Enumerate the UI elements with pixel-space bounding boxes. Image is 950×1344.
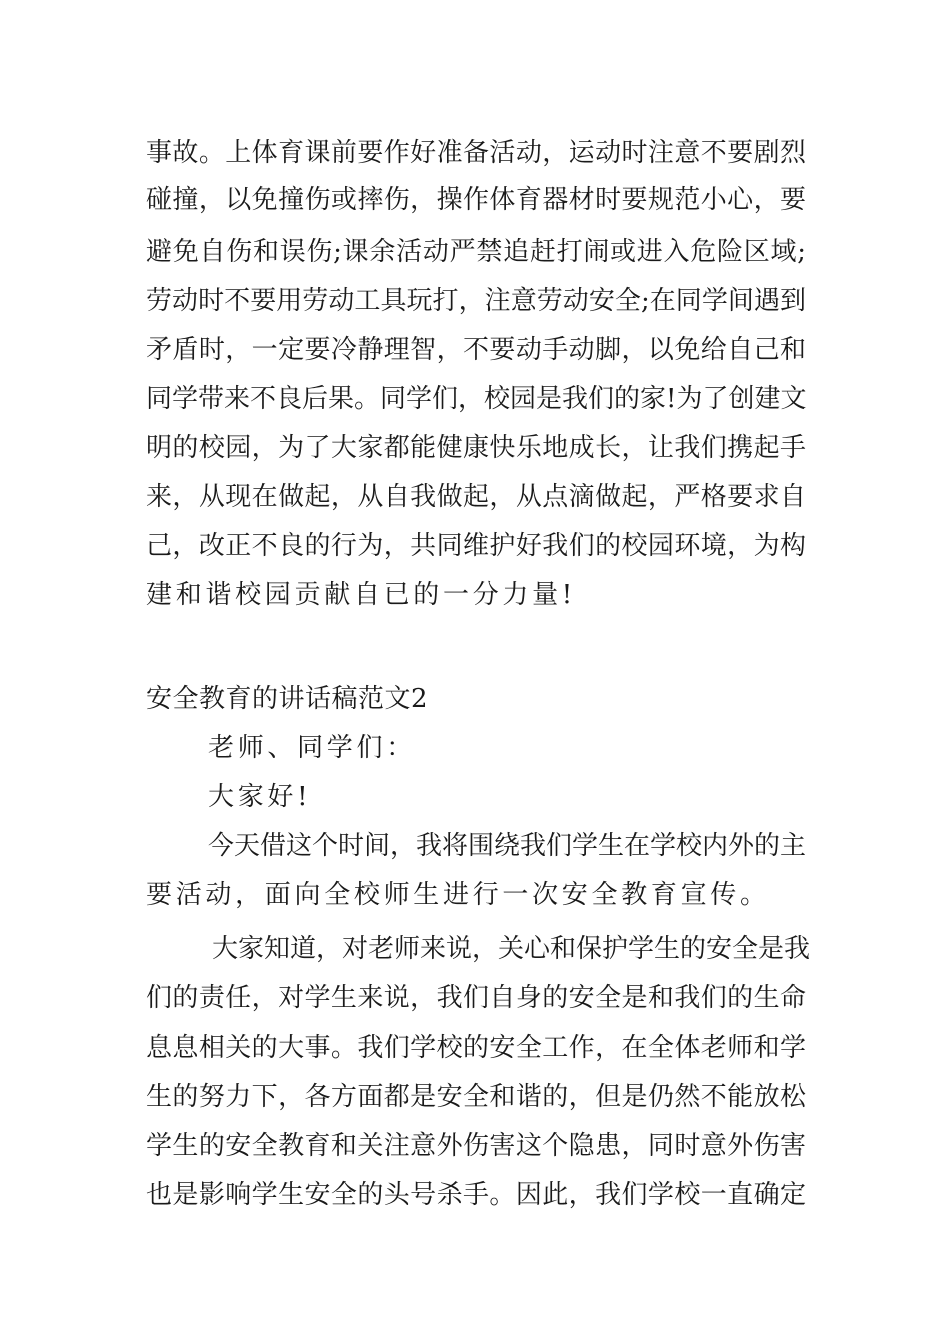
paragraph-line: 学生的安全教育和关注意外伤害这个隐患，同时意外伤害 [146, 1131, 806, 1161]
paragraph-line: 己，改正不良的行为，共同维护好我们的校园环境，为构 [146, 531, 806, 561]
greeting: 大家好! [208, 782, 312, 812]
paragraph-line: 息息相关的大事。我们学校的安全工作，在全体老师和学 [146, 1033, 806, 1063]
paragraph-line: 也是影响学生安全的头号杀手。因此，我们学校一直确定 [146, 1180, 806, 1210]
section-title: 安全教育的讲话稿范文2 [146, 684, 429, 714]
salutation: 老师、同学们： [208, 733, 416, 763]
paragraph-line: 今天借这个时间，我将围绕我们学生在学校内外的主 [208, 831, 807, 861]
paragraph-line: 们的责任，对学生来说，我们自身的安全是和我们的生命 [146, 983, 806, 1013]
paragraph-line: 同学带来不良后果。同学们，校园是我们的家!为了创建文 [146, 384, 807, 414]
paragraph-line: 劳动时不要用劳动工具玩打，注意劳动安全;在同学间遇到 [146, 286, 806, 316]
paragraph-line: 碰撞，以免撞伤或摔伤，操作体育器材时要规范小心，要 [146, 185, 806, 215]
paragraph-line: 来，从现在做起，从自我做起，从点滴做起，严格要求自 [146, 482, 806, 512]
paragraph-line: 生的努力下，各方面都是安全和谐的，但是仍然不能放松 [146, 1082, 806, 1112]
paragraph-line: 避免自伤和误伤;课余活动严禁追赶打闹或进入危险区域; [146, 237, 806, 267]
paragraph-line: 大家知道，对老师来说，关心和保护学生的安全是我 [212, 934, 811, 964]
paragraph-line: 矛盾时，一定要冷静理智，不要动手动脚，以免给自己和 [146, 335, 806, 365]
paragraph-line: 建和谐校园贡献自已的一分力量! [146, 580, 576, 610]
paragraph-line: 事故。上体育课前要作好准备活动，运动时注意不要剧烈 [146, 138, 806, 168]
paragraph-line: 要活动，面向全校师生进行一次安全教育宣传。 [146, 880, 770, 910]
paragraph-line: 明的校园，为了大家都能健康快乐地成长，让我们携起手 [146, 433, 806, 463]
